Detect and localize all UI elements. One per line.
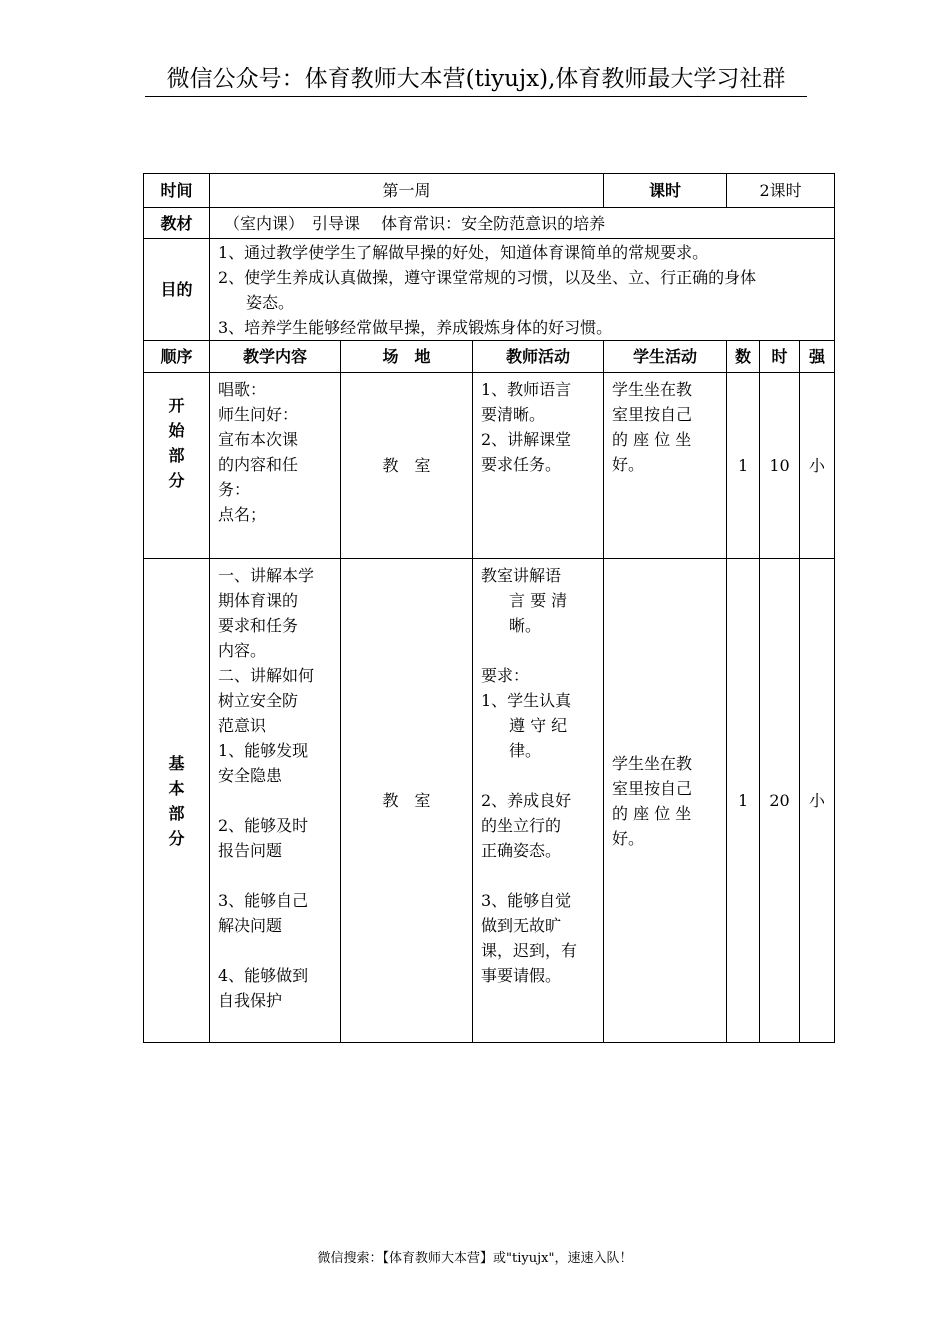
section-main-minutes: 20 bbox=[760, 559, 800, 1043]
section-main-venue: 教 室 bbox=[341, 559, 473, 1043]
goal-label: 目的 bbox=[144, 239, 210, 341]
goal-item: 1、通过教学使学生了解做早操的好处，知道体育课简单的常规要求。 bbox=[218, 242, 709, 262]
row-column-headers bbox=[144, 341, 835, 373]
header-content: 教学内容 bbox=[210, 341, 341, 373]
goal-list bbox=[210, 239, 835, 341]
row-time bbox=[144, 174, 835, 208]
material-value: （室内课） 引导课 体育常识：安全防范意识的培养 bbox=[210, 208, 835, 239]
time-value: 第一周 bbox=[210, 174, 604, 208]
section-start-intensity: 小 bbox=[800, 373, 835, 559]
header-minutes: 时 bbox=[760, 341, 800, 373]
section-main-teacher: 教室讲解语 言 要 清 晰。 要求： 1、学生认真 遵 守 纪 律。 2、养成良好 的坐立行的 正确姿态。 3、能够自觉 做到无故旷 课，迟到，有 事要请假。 bbox=[473, 559, 604, 1043]
hours-label: 课时 bbox=[604, 174, 727, 208]
time-label: 时间 bbox=[144, 174, 210, 208]
section-start-content: 唱歌： 师生问好： 宣布本次课 的内容和任 务： 点名； bbox=[210, 373, 341, 559]
section-start-student: 学生坐在教 室里按自己 的 座 位 坐 好。 bbox=[604, 373, 727, 559]
section-main-intensity: 小 bbox=[800, 559, 835, 1043]
section-name-start: 开 始 部 分 bbox=[144, 373, 210, 559]
section-start-venue: 教 室 bbox=[341, 373, 473, 559]
section-start-teacher: 1、教师语言 要清晰。 2、讲解课堂 要求任务。 bbox=[473, 373, 604, 559]
header-order: 顺序 bbox=[144, 341, 210, 373]
hours-value: 2课时 bbox=[727, 174, 835, 208]
page-footer: 微信搜索：【体育教师大本营】或"tiyujx"，速速入队！ bbox=[317, 1251, 633, 1266]
material-label: 教材 bbox=[144, 208, 210, 239]
section-main-content: 一、讲解本学 期体育课的 要求和任务 内容。 二、讲解如何 树立安全防 范意识 1、能够发现 安全隐患 2、能够及时 报告问题 3、能够自己 解决问题 4、能够做到 自我保护 bbox=[210, 559, 341, 1043]
lesson-plan-table bbox=[143, 173, 835, 1043]
row-material bbox=[144, 208, 835, 239]
goal-item: 姿态。 bbox=[246, 292, 295, 312]
goal-item: 2、使学生养成认真做操，遵守课堂常规的习惯，以及坐、立、行正确的身体 bbox=[218, 267, 757, 287]
section-start-minutes: 10 bbox=[760, 373, 800, 559]
header-teacher: 教师活动 bbox=[473, 341, 604, 373]
header-venue: 场 地 bbox=[341, 341, 473, 373]
header-student: 学生活动 bbox=[604, 341, 727, 373]
page-header-title: 微信公众号：体育教师大本营(tiyujx),体育教师最大学习社群 bbox=[145, 64, 807, 97]
header-count: 数 bbox=[727, 341, 760, 373]
section-main-count: 1 bbox=[727, 559, 760, 1043]
row-section-start bbox=[144, 373, 835, 559]
section-name-main: 基 本 部 分 bbox=[144, 559, 210, 1043]
goal-item: 3、培养学生能够经常做早操，养成锻炼身体的好习惯。 bbox=[218, 317, 613, 337]
section-main-student: 学生坐在教 室里按自己 的 座 位 坐 好。 bbox=[604, 559, 727, 1043]
header-intensity: 强 bbox=[800, 341, 835, 373]
section-start-count: 1 bbox=[727, 373, 760, 559]
row-section-main bbox=[144, 559, 835, 1043]
row-goals bbox=[144, 239, 835, 341]
